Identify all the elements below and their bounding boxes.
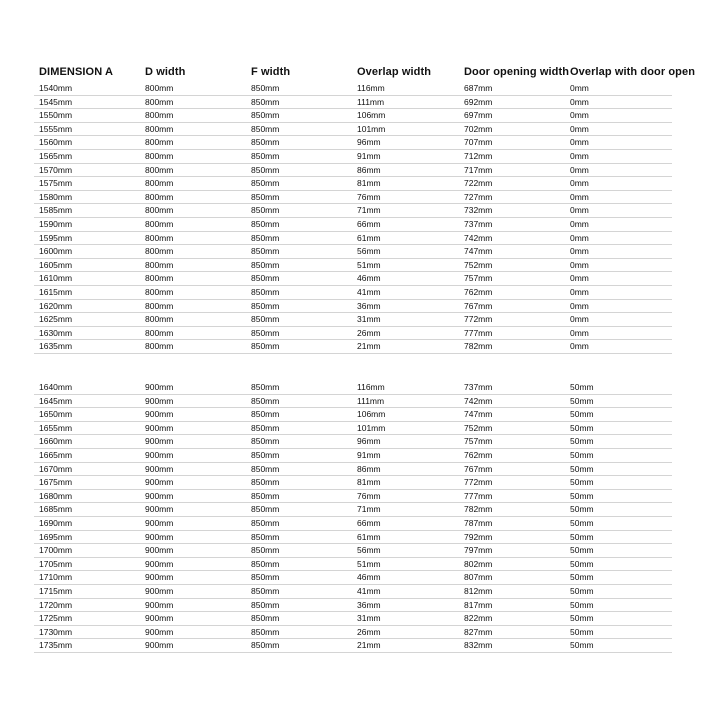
cell-door-opening-width: 782mm	[464, 504, 493, 515]
table-group-800	[34, 82, 672, 354]
cell-overlap-with-door-open: 0mm	[570, 218, 589, 229]
cell-overlap-with-door-open: 0mm	[570, 286, 589, 297]
cell-f-width: 850mm	[251, 137, 280, 148]
cell-dimension-a: 1565mm	[39, 150, 73, 161]
cell-d-width: 800mm	[145, 83, 174, 93]
cell-door-opening-width: 767mm	[464, 463, 493, 474]
cell-f-width: 850mm	[251, 218, 280, 229]
cell-f-width: 850mm	[251, 314, 280, 325]
cell-d-width: 900mm	[145, 613, 174, 624]
cell-d-width: 900mm	[145, 531, 174, 542]
cell-dimension-a: 1560mm	[39, 137, 73, 148]
cell-f-width: 850mm	[251, 477, 280, 488]
table-row	[34, 463, 672, 477]
table-row	[34, 408, 672, 422]
cell-d-width: 800mm	[145, 259, 174, 270]
cell-overlap-width: 81mm	[357, 477, 381, 488]
table-header	[0, 64, 720, 84]
cell-door-opening-width: 742mm	[464, 232, 493, 243]
cell-overlap-width: 31mm	[357, 314, 381, 325]
cell-d-width: 800mm	[145, 205, 174, 216]
cell-d-width: 900mm	[145, 517, 174, 528]
cell-overlap-width: 111mm	[357, 395, 385, 406]
table-row	[34, 272, 672, 286]
cell-dimension-a: 1725mm	[39, 613, 73, 624]
cell-d-width: 900mm	[145, 558, 174, 569]
cell-dimension-a: 1685mm	[39, 504, 73, 515]
cell-overlap-width: 86mm	[357, 164, 381, 175]
cell-overlap-width: 76mm	[357, 191, 381, 202]
cell-dimension-a: 1570mm	[39, 164, 73, 175]
table-row	[34, 327, 672, 341]
table-row	[34, 531, 672, 545]
cell-overlap-width: 56mm	[357, 545, 381, 556]
cell-dimension-a: 1625mm	[39, 314, 73, 325]
cell-dimension-a: 1620mm	[39, 300, 73, 311]
cell-overlap-width: 51mm	[357, 259, 381, 270]
cell-door-opening-width: 752mm	[464, 422, 493, 433]
cell-overlap-width: 21mm	[357, 341, 381, 352]
table-row	[34, 422, 672, 436]
cell-door-opening-width: 757mm	[464, 436, 493, 447]
cell-d-width: 900mm	[145, 477, 174, 488]
cell-overlap-with-door-open: 0mm	[570, 123, 589, 134]
cell-dimension-a: 1615mm	[39, 286, 73, 297]
cell-overlap-width: 96mm	[357, 436, 381, 447]
cell-d-width: 900mm	[145, 463, 174, 474]
header-door-opening-width: Door opening width	[464, 66, 570, 78]
cell-f-width: 850mm	[251, 178, 280, 189]
cell-door-opening-width: 747mm	[464, 246, 493, 257]
table-row	[34, 381, 672, 395]
cell-f-width: 850mm	[251, 246, 280, 257]
cell-overlap-width: 51mm	[357, 558, 381, 569]
cell-overlap-with-door-open: 50mm	[570, 572, 594, 583]
table-row	[34, 300, 672, 314]
cell-f-width: 850mm	[251, 286, 280, 297]
cell-d-width: 800mm	[145, 164, 174, 175]
cell-f-width: 850mm	[251, 150, 280, 161]
cell-f-width: 850mm	[251, 531, 280, 542]
cell-d-width: 900mm	[145, 599, 174, 610]
cell-d-width: 800mm	[145, 218, 174, 229]
header-overlap-with-door-open: Overlap with door open	[570, 66, 696, 78]
table-row	[34, 177, 672, 191]
cell-dimension-a: 1650mm	[39, 409, 73, 420]
cell-dimension-a: 1540mm	[39, 83, 73, 93]
table-row	[34, 313, 672, 327]
cell-dimension-a: 1580mm	[39, 191, 73, 202]
cell-overlap-width: 41mm	[357, 286, 381, 297]
cell-d-width: 900mm	[145, 572, 174, 583]
cell-f-width: 850mm	[251, 409, 280, 420]
cell-overlap-with-door-open: 0mm	[570, 137, 589, 148]
table-row	[34, 490, 672, 504]
cell-f-width: 850mm	[251, 449, 280, 460]
cell-dimension-a: 1680mm	[39, 490, 73, 501]
cell-f-width: 850mm	[251, 436, 280, 447]
cell-overlap-width: 101mm	[357, 123, 386, 134]
cell-dimension-a: 1585mm	[39, 205, 73, 216]
cell-door-opening-width: 817mm	[464, 599, 493, 610]
cell-d-width: 800mm	[145, 232, 174, 243]
table-row	[34, 245, 672, 259]
cell-overlap-width: 111mm	[357, 96, 385, 107]
cell-overlap-with-door-open: 0mm	[570, 341, 589, 352]
cell-f-width: 850mm	[251, 626, 280, 637]
cell-door-opening-width: 777mm	[464, 490, 493, 501]
cell-door-opening-width: 822mm	[464, 613, 493, 624]
cell-overlap-with-door-open: 0mm	[570, 246, 589, 257]
cell-overlap-width: 71mm	[357, 504, 381, 515]
cell-dimension-a: 1630mm	[39, 327, 73, 338]
cell-dimension-a: 1550mm	[39, 110, 73, 121]
cell-d-width: 800mm	[145, 273, 174, 284]
cell-overlap-width: 66mm	[357, 218, 381, 229]
cell-door-opening-width: 832mm	[464, 640, 493, 651]
cell-overlap-with-door-open: 0mm	[570, 259, 589, 270]
cell-overlap-width: 41mm	[357, 585, 381, 596]
cell-d-width: 800mm	[145, 150, 174, 161]
cell-f-width: 850mm	[251, 205, 280, 216]
table-row	[34, 191, 672, 205]
table-row	[34, 517, 672, 531]
cell-f-width: 850mm	[251, 613, 280, 624]
cell-f-width: 850mm	[251, 273, 280, 284]
cell-d-width: 800mm	[145, 110, 174, 121]
cell-door-opening-width: 737mm	[464, 218, 493, 229]
cell-d-width: 900mm	[145, 409, 174, 420]
table-row	[34, 123, 672, 137]
cell-overlap-width: 106mm	[357, 409, 386, 420]
cell-dimension-a: 1705mm	[39, 558, 73, 569]
cell-overlap-with-door-open: 50mm	[570, 585, 594, 596]
cell-overlap-with-door-open: 0mm	[570, 232, 589, 243]
cell-d-width: 800mm	[145, 137, 174, 148]
cell-door-opening-width: 722mm	[464, 178, 493, 189]
cell-door-opening-width: 732mm	[464, 205, 493, 216]
cell-overlap-with-door-open: 50mm	[570, 490, 594, 501]
cell-door-opening-width: 692mm	[464, 96, 493, 107]
cell-overlap-with-door-open: 50mm	[570, 545, 594, 556]
cell-f-width: 850mm	[251, 327, 280, 338]
cell-overlap-width: 46mm	[357, 572, 381, 583]
cell-overlap-with-door-open: 50mm	[570, 463, 594, 474]
cell-overlap-with-door-open: 0mm	[570, 191, 589, 202]
cell-overlap-width: 61mm	[357, 232, 381, 243]
cell-door-opening-width: 772mm	[464, 314, 493, 325]
cell-overlap-width: 86mm	[357, 463, 381, 474]
cell-dimension-a: 1600mm	[39, 246, 73, 257]
cell-door-opening-width: 747mm	[464, 409, 493, 420]
cell-d-width: 900mm	[145, 422, 174, 433]
cell-dimension-a: 1640mm	[39, 382, 73, 392]
cell-d-width: 800mm	[145, 314, 174, 325]
table-row	[34, 232, 672, 246]
cell-dimension-a: 1735mm	[39, 640, 73, 651]
cell-door-opening-width: 812mm	[464, 585, 493, 596]
cell-overlap-width: 66mm	[357, 517, 381, 528]
cell-overlap-with-door-open: 0mm	[570, 273, 589, 284]
cell-overlap-with-door-open: 50mm	[570, 558, 594, 569]
cell-d-width: 900mm	[145, 449, 174, 460]
cell-door-opening-width: 802mm	[464, 558, 493, 569]
cell-f-width: 850mm	[251, 110, 280, 121]
cell-door-opening-width: 697mm	[464, 110, 493, 121]
cell-dimension-a: 1690mm	[39, 517, 73, 528]
cell-f-width: 850mm	[251, 599, 280, 610]
cell-dimension-a: 1645mm	[39, 395, 73, 406]
cell-overlap-width: 36mm	[357, 599, 381, 610]
cell-dimension-a: 1670mm	[39, 463, 73, 474]
table-row	[34, 136, 672, 150]
cell-dimension-a: 1720mm	[39, 599, 73, 610]
cell-dimension-a: 1605mm	[39, 259, 73, 270]
cell-d-width: 800mm	[145, 286, 174, 297]
cell-overlap-with-door-open: 50mm	[570, 517, 594, 528]
cell-d-width: 800mm	[145, 191, 174, 202]
table-row	[34, 82, 672, 96]
table-row	[34, 571, 672, 585]
cell-door-opening-width: 767mm	[464, 300, 493, 311]
cell-door-opening-width: 707mm	[464, 137, 493, 148]
cell-overlap-width: 76mm	[357, 490, 381, 501]
table-row	[34, 109, 672, 123]
cell-f-width: 850mm	[251, 191, 280, 202]
cell-door-opening-width: 797mm	[464, 545, 493, 556]
cell-dimension-a: 1635mm	[39, 341, 73, 352]
cell-f-width: 850mm	[251, 300, 280, 311]
cell-d-width: 900mm	[145, 504, 174, 515]
cell-overlap-width: 31mm	[357, 613, 381, 624]
cell-overlap-with-door-open: 50mm	[570, 436, 594, 447]
cell-d-width: 800mm	[145, 178, 174, 189]
cell-d-width: 900mm	[145, 545, 174, 556]
table-row	[34, 218, 672, 232]
cell-f-width: 850mm	[251, 490, 280, 501]
cell-overlap-width: 116mm	[357, 83, 385, 93]
cell-dimension-a: 1660mm	[39, 436, 73, 447]
cell-overlap-with-door-open: 50mm	[570, 599, 594, 610]
cell-door-opening-width: 777mm	[464, 327, 493, 338]
cell-dimension-a: 1730mm	[39, 626, 73, 637]
cell-overlap-width: 101mm	[357, 422, 386, 433]
cell-overlap-with-door-open: 0mm	[570, 300, 589, 311]
cell-overlap-with-door-open: 50mm	[570, 477, 594, 488]
table-row	[34, 150, 672, 164]
table-row	[34, 204, 672, 218]
cell-d-width: 800mm	[145, 246, 174, 257]
table-row	[34, 96, 672, 110]
cell-overlap-width: 56mm	[357, 246, 381, 257]
cell-dimension-a: 1665mm	[39, 449, 73, 460]
cell-overlap-with-door-open: 50mm	[570, 504, 594, 515]
table-row	[34, 286, 672, 300]
cell-overlap-with-door-open: 0mm	[570, 164, 589, 175]
cell-overlap-width: 46mm	[357, 273, 381, 284]
cell-dimension-a: 1675mm	[39, 477, 73, 488]
cell-d-width: 900mm	[145, 395, 174, 406]
cell-overlap-with-door-open: 50mm	[570, 626, 594, 637]
table-row	[34, 340, 672, 354]
table-row	[34, 599, 672, 613]
header-overlap-width: Overlap width	[357, 66, 432, 78]
cell-f-width: 850mm	[251, 382, 280, 392]
cell-f-width: 850mm	[251, 504, 280, 515]
cell-dimension-a: 1700mm	[39, 545, 73, 556]
table-row	[34, 164, 672, 178]
cell-overlap-width: 91mm	[357, 150, 381, 161]
table-row	[34, 435, 672, 449]
cell-dimension-a: 1610mm	[39, 273, 73, 284]
cell-overlap-with-door-open: 0mm	[570, 178, 589, 189]
cell-door-opening-width: 762mm	[464, 286, 493, 297]
cell-door-opening-width: 727mm	[464, 191, 493, 202]
cell-overlap-width: 61mm	[357, 531, 381, 542]
cell-f-width: 850mm	[251, 558, 280, 569]
cell-d-width: 800mm	[145, 123, 174, 134]
cell-overlap-with-door-open: 0mm	[570, 110, 589, 121]
table-row	[34, 612, 672, 626]
table-row	[34, 476, 672, 490]
cell-f-width: 850mm	[251, 517, 280, 528]
cell-overlap-width: 96mm	[357, 137, 381, 148]
cell-door-opening-width: 792mm	[464, 531, 493, 542]
cell-dimension-a: 1695mm	[39, 531, 73, 542]
cell-dimension-a: 1555mm	[39, 123, 73, 134]
cell-overlap-with-door-open: 0mm	[570, 205, 589, 216]
cell-overlap-width: 116mm	[357, 382, 385, 392]
cell-dimension-a: 1710mm	[39, 572, 73, 583]
cell-overlap-width: 26mm	[357, 327, 381, 338]
cell-f-width: 850mm	[251, 259, 280, 270]
cell-overlap-width: 21mm	[357, 640, 381, 651]
cell-door-opening-width: 772mm	[464, 477, 493, 488]
cell-overlap-with-door-open: 0mm	[570, 314, 589, 325]
cell-f-width: 850mm	[251, 123, 280, 134]
cell-dimension-a: 1595mm	[39, 232, 73, 243]
cell-f-width: 850mm	[251, 83, 280, 93]
header-dimension-a: DIMENSION A	[39, 66, 114, 78]
cell-d-width: 800mm	[145, 96, 174, 107]
cell-overlap-with-door-open: 0mm	[570, 96, 589, 107]
cell-f-width: 850mm	[251, 585, 280, 596]
table-row	[34, 639, 672, 653]
table-row	[34, 544, 672, 558]
cell-dimension-a: 1590mm	[39, 218, 73, 229]
cell-overlap-with-door-open: 0mm	[570, 83, 589, 93]
cell-door-opening-width: 782mm	[464, 341, 493, 352]
table-row	[34, 395, 672, 409]
cell-dimension-a: 1715mm	[39, 585, 73, 596]
cell-overlap-width: 106mm	[357, 110, 386, 121]
cell-f-width: 850mm	[251, 422, 280, 433]
header-f-width: F width	[251, 66, 291, 78]
cell-overlap-width: 81mm	[357, 178, 381, 189]
cell-overlap-width: 71mm	[357, 205, 381, 216]
cell-overlap-with-door-open: 50mm	[570, 640, 594, 651]
cell-dimension-a: 1655mm	[39, 422, 73, 433]
cell-door-opening-width: 737mm	[464, 382, 493, 392]
cell-d-width: 900mm	[145, 626, 174, 637]
cell-d-width: 900mm	[145, 436, 174, 447]
cell-overlap-with-door-open: 0mm	[570, 327, 589, 338]
table-row	[34, 585, 672, 599]
cell-f-width: 850mm	[251, 463, 280, 474]
cell-f-width: 850mm	[251, 341, 280, 352]
cell-d-width: 900mm	[145, 585, 174, 596]
cell-overlap-width: 36mm	[357, 300, 381, 311]
cell-f-width: 850mm	[251, 164, 280, 175]
cell-dimension-a: 1575mm	[39, 178, 73, 189]
cell-f-width: 850mm	[251, 395, 280, 406]
cell-door-opening-width: 712mm	[464, 150, 493, 161]
cell-overlap-width: 26mm	[357, 626, 381, 637]
cell-door-opening-width: 752mm	[464, 259, 493, 270]
cell-d-width: 800mm	[145, 300, 174, 311]
cell-overlap-with-door-open: 50mm	[570, 531, 594, 542]
cell-d-width: 900mm	[145, 640, 174, 651]
table-row	[34, 626, 672, 640]
cell-door-opening-width: 757mm	[464, 273, 493, 284]
cell-d-width: 800mm	[145, 341, 174, 352]
cell-door-opening-width: 787mm	[464, 517, 493, 528]
cell-door-opening-width: 702mm	[464, 123, 493, 134]
cell-overlap-with-door-open: 50mm	[570, 382, 594, 392]
cell-door-opening-width: 807mm	[464, 572, 493, 583]
table-row	[34, 503, 672, 517]
cell-overlap-width: 91mm	[357, 449, 381, 460]
cell-d-width: 900mm	[145, 382, 174, 392]
table-row	[34, 259, 672, 273]
cell-dimension-a: 1545mm	[39, 96, 73, 107]
cell-f-width: 850mm	[251, 96, 280, 107]
cell-door-opening-width: 687mm	[464, 83, 493, 93]
cell-f-width: 850mm	[251, 545, 280, 556]
cell-f-width: 850mm	[251, 640, 280, 651]
cell-f-width: 850mm	[251, 572, 280, 583]
cell-overlap-with-door-open: 50mm	[570, 613, 594, 624]
table-row	[34, 558, 672, 572]
cell-f-width: 850mm	[251, 232, 280, 243]
cell-door-opening-width: 827mm	[464, 626, 493, 637]
header-d-width: D width	[145, 66, 186, 78]
cell-door-opening-width: 717mm	[464, 164, 493, 175]
cell-overlap-with-door-open: 50mm	[570, 449, 594, 460]
cell-overlap-with-door-open: 50mm	[570, 409, 594, 420]
table-group-900	[34, 381, 672, 653]
cell-d-width: 900mm	[145, 490, 174, 501]
cell-overlap-with-door-open: 0mm	[570, 150, 589, 161]
table-row	[34, 449, 672, 463]
cell-overlap-with-door-open: 50mm	[570, 395, 594, 406]
cell-door-opening-width: 742mm	[464, 395, 493, 406]
cell-overlap-with-door-open: 50mm	[570, 422, 594, 433]
cell-d-width: 800mm	[145, 327, 174, 338]
cell-door-opening-width: 762mm	[464, 449, 493, 460]
